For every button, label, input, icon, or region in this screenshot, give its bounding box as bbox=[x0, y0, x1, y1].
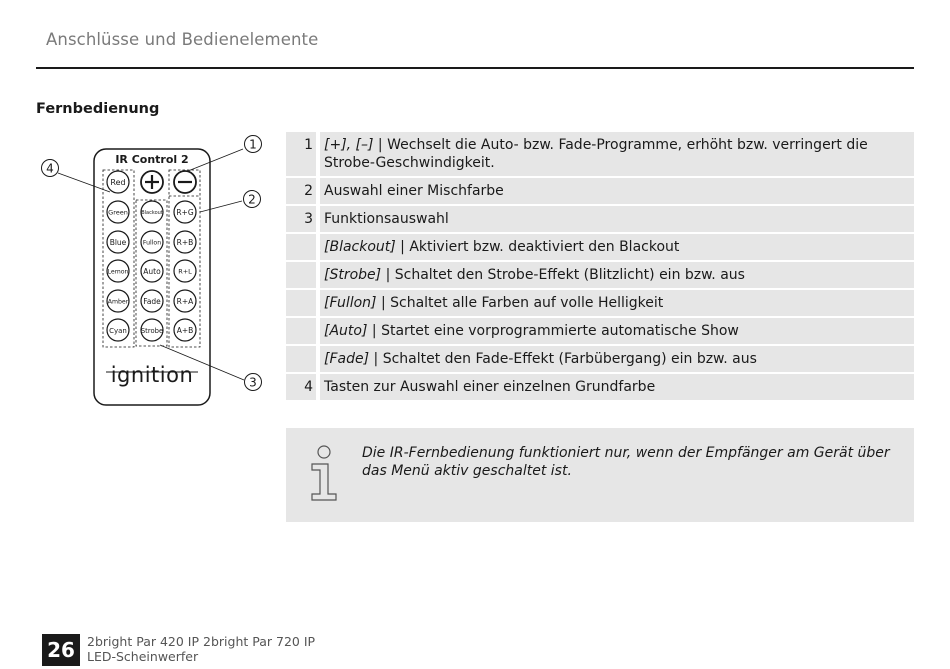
table-row bbox=[286, 374, 914, 400]
table-row bbox=[286, 178, 914, 204]
svg-text:Lemon: Lemon bbox=[107, 268, 129, 276]
row-description bbox=[320, 346, 914, 372]
row-text: Schaltet den Strobe-Effekt (Blitzlicht) ein bzw. aus bbox=[394, 267, 745, 283]
svg-text:Blue: Blue bbox=[109, 238, 127, 247]
row-description bbox=[320, 374, 914, 400]
table-row bbox=[286, 262, 914, 288]
remote-label: IR Control 2 bbox=[115, 153, 189, 166]
key-label: [+], [–] bbox=[324, 137, 374, 153]
separator: | bbox=[369, 351, 383, 367]
row-text: Tasten zur Auswahl einer einzelnen Grundfarbe bbox=[324, 379, 656, 395]
svg-text:Strobe: Strobe bbox=[140, 327, 164, 335]
row-description bbox=[320, 178, 914, 204]
row-number bbox=[286, 290, 316, 316]
table-row bbox=[286, 346, 914, 372]
row-description bbox=[320, 206, 914, 232]
callout-3 bbox=[245, 374, 262, 391]
remote-control-illustration bbox=[36, 128, 276, 418]
svg-text:Cyan: Cyan bbox=[109, 327, 127, 335]
svg-text:3: 3 bbox=[249, 375, 257, 390]
key-label: [Blackout] bbox=[324, 239, 396, 255]
section-heading: Fernbedienung bbox=[36, 101, 160, 117]
row-description bbox=[320, 132, 914, 176]
svg-text:R+A: R+A bbox=[176, 297, 194, 306]
callout-1 bbox=[245, 136, 262, 153]
separator: | bbox=[395, 239, 410, 255]
row-description bbox=[320, 290, 914, 316]
strobe-button bbox=[141, 319, 163, 341]
fade-button bbox=[141, 290, 163, 312]
callout-4 bbox=[42, 160, 59, 177]
page-header-title: Anschlüsse und Bedienelemente bbox=[46, 30, 319, 49]
svg-text:Auto: Auto bbox=[143, 267, 161, 276]
row-number: 4 bbox=[286, 374, 316, 400]
footer-product-names: 2bright Par 420 IP 2bright Par 720 IP bbox=[87, 634, 316, 649]
row-text: Aktiviert bzw. deaktiviert den Blackout bbox=[409, 239, 680, 255]
remote-control-drawing bbox=[36, 128, 276, 418]
row-text: Auswahl einer Mischfarbe bbox=[324, 183, 504, 199]
svg-text:1: 1 bbox=[249, 137, 257, 152]
svg-text:R+B: R+B bbox=[176, 238, 194, 247]
info-note bbox=[286, 428, 914, 522]
key-label: [Strobe] bbox=[324, 267, 382, 283]
minus-button bbox=[174, 171, 196, 193]
row-description bbox=[320, 234, 914, 260]
note-text: Die IR-Fernbedienung funktioniert nur, wenn der Empfänger am Gerät über das Menü aktiv geschaltet ist. bbox=[362, 445, 890, 479]
svg-text:A+B: A+B bbox=[176, 326, 194, 335]
svg-text:2: 2 bbox=[248, 192, 256, 207]
row-text: Wechselt die Auto- bzw. Fade-Programme, erhöht bzw. verringert die Strobe-Geschwindigkeit. bbox=[324, 137, 868, 171]
row-number bbox=[286, 234, 316, 260]
auto-button bbox=[141, 260, 163, 282]
key-label: [Fade] bbox=[324, 351, 370, 367]
table-row bbox=[286, 206, 914, 232]
blue-button bbox=[107, 231, 129, 253]
separator: | bbox=[367, 323, 382, 339]
a-plus-b-button bbox=[174, 319, 196, 341]
svg-text:R+L: R+L bbox=[178, 267, 192, 276]
blackout-button bbox=[141, 201, 163, 223]
cyan-button bbox=[107, 319, 129, 341]
row-number bbox=[286, 318, 316, 344]
remote-key-table bbox=[286, 132, 914, 402]
row-description bbox=[320, 318, 914, 344]
row-number: 2 bbox=[286, 178, 316, 204]
svg-text:4: 4 bbox=[46, 161, 54, 176]
row-text: Startet eine vorprogrammierte automatische Show bbox=[381, 323, 739, 339]
table-row bbox=[286, 318, 914, 344]
table-row bbox=[286, 132, 914, 176]
table-row bbox=[286, 234, 914, 260]
row-text: Funktionsauswahl bbox=[324, 211, 449, 227]
r-plus-l-button bbox=[174, 260, 196, 282]
row-number bbox=[286, 346, 316, 372]
r-plus-a-button bbox=[174, 290, 196, 312]
header-divider bbox=[36, 67, 914, 69]
info-icon bbox=[306, 444, 342, 502]
svg-text:Red: Red bbox=[110, 178, 126, 187]
amber-button bbox=[107, 290, 129, 312]
svg-text:R+G: R+G bbox=[176, 208, 194, 217]
green-button bbox=[107, 201, 129, 223]
red-button bbox=[107, 171, 129, 193]
key-label: [Fullon] bbox=[324, 295, 377, 311]
lemon-button bbox=[107, 260, 129, 282]
row-text: Schaltet alle Farben auf volle Helligkeit bbox=[390, 295, 664, 311]
separator: | bbox=[373, 137, 388, 153]
remote-brand-logo: ignition bbox=[110, 363, 194, 387]
table-row bbox=[286, 290, 914, 316]
svg-text:Fullon: Fullon bbox=[142, 239, 162, 247]
row-text: Schaltet den Fade-Effekt (Farbübergang) ein bzw. aus bbox=[382, 351, 757, 367]
svg-text:Fade: Fade bbox=[143, 297, 161, 306]
svg-text:Green: Green bbox=[108, 208, 128, 217]
page-number: 26 bbox=[42, 634, 80, 666]
separator: | bbox=[376, 295, 391, 311]
row-number bbox=[286, 262, 316, 288]
svg-text:Blackout: Blackout bbox=[141, 210, 163, 216]
svg-text:Amber: Amber bbox=[107, 298, 129, 306]
row-description bbox=[320, 262, 914, 288]
r-plus-b-button bbox=[174, 231, 196, 253]
row-number: 3 bbox=[286, 206, 316, 232]
separator: | bbox=[381, 267, 395, 283]
callout-2 bbox=[244, 191, 261, 208]
key-label: [Auto] bbox=[324, 323, 368, 339]
fullon-button bbox=[141, 231, 163, 253]
row-number: 1 bbox=[286, 132, 316, 176]
r-plus-g-button bbox=[174, 201, 196, 223]
footer-product-type: LED-Scheinwerfer bbox=[87, 649, 199, 664]
plus-button bbox=[141, 171, 163, 193]
